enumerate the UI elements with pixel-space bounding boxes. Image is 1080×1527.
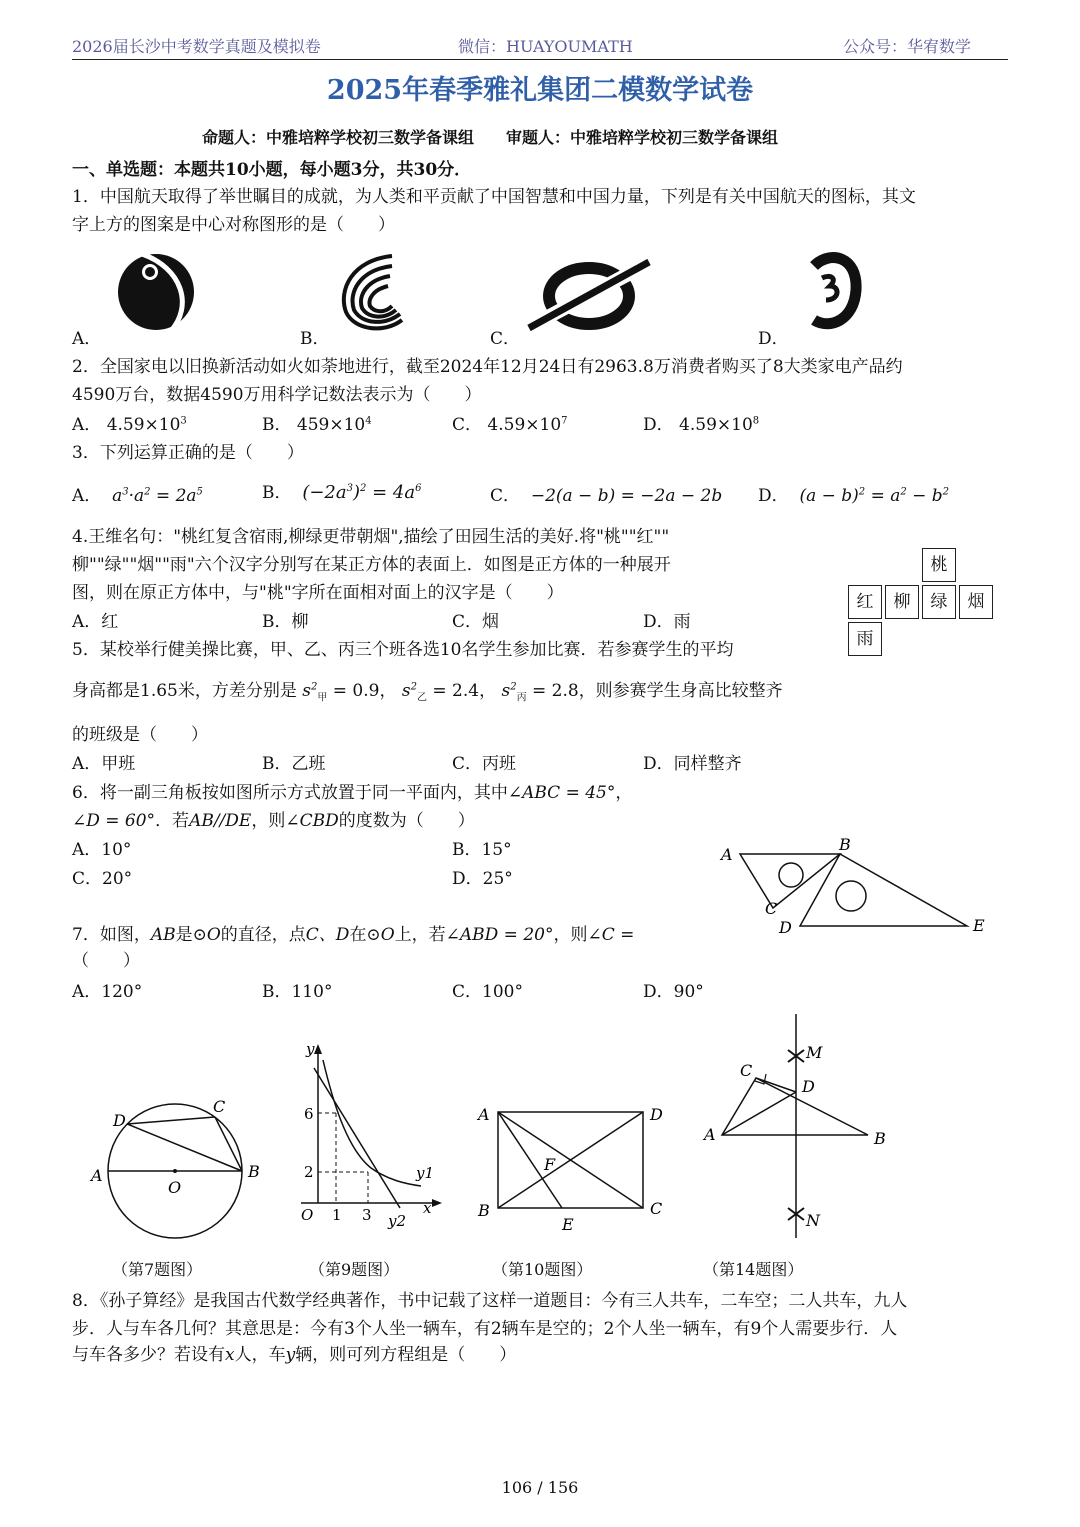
q4-option-d: D．雨 — [643, 612, 691, 632]
fig7-circle — [85, 1095, 265, 1245]
page-number: 106 / 156 — [501, 1478, 579, 1497]
q5-option-b: B．乙班 — [262, 754, 326, 774]
fig14-label-b: B — [874, 1129, 886, 1148]
q7-line2: （ ） — [72, 951, 140, 971]
fig9-tick-3: 3 — [362, 1206, 372, 1224]
fig7-label-b: B — [248, 1162, 260, 1181]
cube-face-row-4: 烟 — [959, 585, 993, 619]
fig9-label-y1: y1 — [416, 1164, 435, 1182]
header-center: 微信：HUAYOUMATH — [458, 37, 633, 56]
fig10-rectangle — [470, 1098, 670, 1238]
q1-option-a: A． — [72, 329, 102, 349]
q6-option-d: D．25° — [452, 869, 513, 889]
q4-line3: 图，则在原正方体中，与"桃"字所在面相对面上的汉字是（ ） — [72, 583, 564, 603]
fig14-caption: （第14题图） — [703, 1260, 804, 1279]
fig7-label-d: D — [113, 1111, 126, 1130]
cube-face-row-1: 红 — [848, 585, 882, 619]
q7-option-c: C．100° — [452, 982, 523, 1002]
fig7-label-o: O — [168, 1178, 182, 1197]
cube-face-row-2: 柳 — [885, 585, 919, 619]
q4-line2: 柳""绿""烟""雨"六个汉字分别写在某正方体的表面上．如图是正方体的一种展开 — [72, 555, 671, 575]
section-heading: 一、单选题：本题共10小题，每小题3分，共30分． — [72, 160, 472, 180]
q5-option-c: C．丙班 — [452, 754, 517, 774]
fig9-tick-1: 1 — [332, 1206, 342, 1224]
header-left: 2026届长沙中考数学真题及模拟卷 — [72, 37, 321, 56]
q2-option-a: A． $4.59\times 10^3$ — [72, 415, 187, 435]
q2-option-b: B． $459\times 10^4$ — [262, 415, 372, 435]
fig9-tick-6: 6 — [304, 1105, 314, 1123]
fig14-label-c: C — [740, 1061, 753, 1080]
cube-face-bottom: 雨 — [848, 622, 882, 656]
fig10-label-b: B — [478, 1201, 490, 1220]
q7-line1: 7．如图，AB是⊙O的直径，点C、D在⊙O上，若∠ABD = 20°，则∠C = — [72, 925, 635, 945]
fig10-label-a: A — [478, 1105, 490, 1124]
q1-option-c: C． — [490, 329, 521, 349]
q8-line2: 步．人与车各几何？其意思是：今有3个人坐一辆车，有2辆车是空的；2个人坐一辆车，有9个人需要步行．人 — [72, 1319, 898, 1339]
q6-label-b: B — [839, 835, 851, 854]
fig9-tick-2: 2 — [304, 1163, 314, 1181]
q5-line3: 的班级是（ ） — [72, 725, 208, 745]
fig10-label-e: E — [562, 1215, 574, 1234]
q4-line1: 4.王维名句："桃红复含宿雨,柳绿更带朝烟",描绘了田园生活的美好.将"桃""红"" — [72, 527, 670, 547]
q6-line2: ∠D = 60°．若AB//DE，则∠CBD的度数为（ ） — [72, 811, 475, 831]
q6-line1: 6．将一副三角板按如图所示方式放置于同一平面内，其中∠ABC = 45°， — [72, 783, 633, 803]
q1-icon-b — [332, 250, 412, 334]
q6-label-d: D — [779, 918, 792, 937]
fig9-graph — [296, 1038, 446, 1238]
q1-option-d: D． — [758, 329, 789, 349]
q2-line2: 4590万台，数据4590万用科学记数法表示为（ ） — [72, 385, 482, 405]
fig14-label-d: D — [802, 1077, 815, 1096]
q1-icon-a — [112, 248, 202, 334]
authors: 命题人：中雅培粹学校初三数学备课组 审题人：中雅培粹学校初三数学备课组 — [202, 128, 779, 147]
q2-line1: 2．全国家电以旧换新活动如火如荼地进行，截至2024年12月24日有2963.8万消费者购买了8大类家电产品约 — [72, 357, 903, 377]
fig10-caption: （第10题图） — [492, 1260, 593, 1279]
q1-icon-c — [525, 256, 653, 336]
fig14-label-a: A — [704, 1125, 716, 1144]
fig10-label-f: F — [544, 1155, 556, 1174]
fig9-label-y: y — [306, 1040, 315, 1058]
q2-option-d: D． $4.59\times 10^8$ — [643, 415, 760, 435]
fig10-label-d: D — [650, 1105, 663, 1124]
q3-option-b: B． $(-2a^3)^2 = 4a^6$ — [262, 482, 422, 503]
q2-option-c: C． $4.59\times 10^7$ — [452, 415, 568, 435]
q6-option-b: B．15° — [452, 840, 512, 860]
fig7-caption: （第7题图） — [112, 1260, 203, 1279]
q5-option-a: A．甲班 — [72, 754, 136, 774]
cube-face-row-3: 绿 — [922, 585, 956, 619]
q4-option-a: A．红 — [72, 612, 119, 632]
q7-option-a: A．120° — [72, 982, 143, 1002]
q7-option-b: B．110° — [262, 982, 333, 1002]
q3-option-a: A． $a^3\cdot a^2 = 2a^5$ — [72, 486, 203, 506]
q8-line1: 8．《孙子算经》是我国古代数学经典著作，书中记载了这样一道题目：今有三人共车，二车空；二人共车，九人 — [72, 1291, 908, 1311]
q6-label-a: A — [721, 845, 733, 864]
header-right: 公众号：华宥数学 — [843, 37, 972, 56]
fig14-construction — [700, 1010, 900, 1242]
q6-option-a: A．10° — [72, 840, 132, 860]
q8-line3: 与车各多少？若设有x人，车y辆，则可列方程组是（ ） — [72, 1345, 517, 1365]
page-title: 2025年春季雅礼集团二模数学试卷 — [326, 75, 754, 106]
q1-line2: 字上方的图案是中心对称图形的是（ ） — [72, 215, 395, 235]
q5-option-d: D．同样整齐 — [643, 754, 742, 774]
fig9-label-x: x — [423, 1199, 432, 1217]
fig9-caption: （第9题图） — [309, 1260, 400, 1279]
fig9-label-o: O — [301, 1206, 314, 1224]
fig9-label-y2: y2 — [388, 1212, 407, 1230]
fig7-label-c: C — [213, 1097, 226, 1116]
q1-line1: 1．中国航天取得了举世瞩目的成就，为人类和平贡献了中国智慧和中国力量，下列是有关中国航天的图标，其文 — [72, 187, 916, 207]
q6-option-c: C．20° — [72, 869, 133, 889]
q1-option-b: B． — [300, 329, 330, 349]
cube-face-top: 桃 — [922, 548, 956, 582]
q3-stem: 3．下列运算正确的是（ ） — [72, 443, 304, 463]
q3-option-d: D． $(a - b)^2 = a^2 - b^2$ — [758, 486, 950, 506]
fig10-label-c: C — [650, 1199, 663, 1218]
fig7-label-a: A — [91, 1166, 103, 1185]
q6-figure — [715, 830, 995, 940]
q1-icon-d — [800, 246, 864, 334]
q5-line2: 身高都是1.65米，方差分别是 $s^2_甲 = 0.9$， $s^2_乙 = 2.4$， $s^2_丙 = 2.8$，则参赛学生身高比较整齐 — [72, 681, 783, 704]
q6-label-e: E — [973, 916, 985, 935]
q7-option-d: D．90° — [643, 982, 704, 1002]
q5-line1: 5．某校举行健美操比赛，甲、乙、丙三个班各选10名学生参加比赛．若参赛学生的平均 — [72, 640, 734, 660]
fig14-label-n: N — [806, 1211, 820, 1230]
q4-option-c: C．烟 — [452, 612, 500, 632]
header-rule — [72, 59, 1008, 60]
q4-option-b: B．柳 — [262, 612, 309, 632]
fig14-label-m: M — [806, 1043, 823, 1062]
q6-label-c: C — [765, 899, 778, 918]
q3-option-c: C． −2(a − b) = −2a − 2b — [490, 486, 723, 506]
